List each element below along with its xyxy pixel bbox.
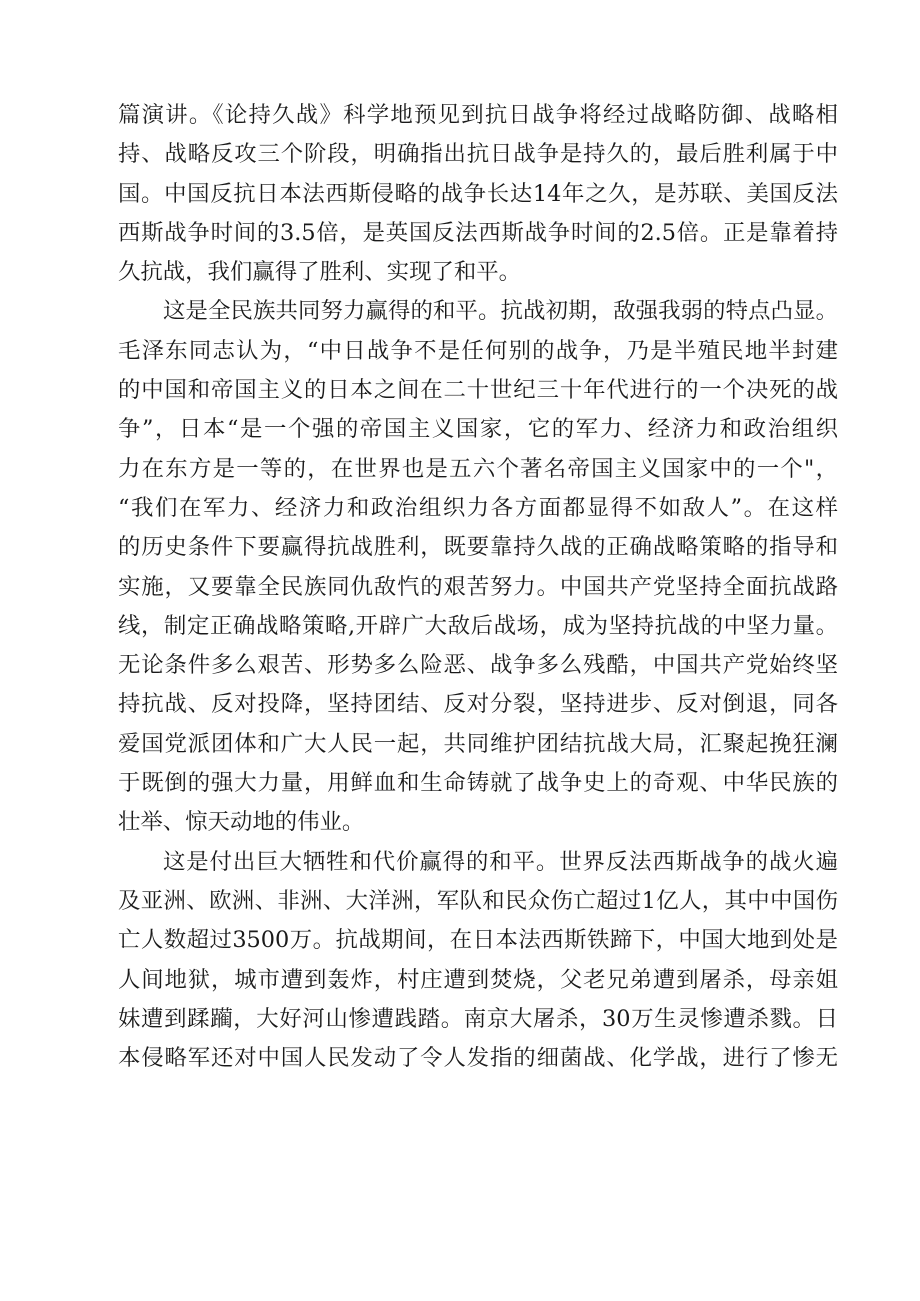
text-line: 这是全民族共同努力赢得的和平。抗战初期，敌强我弱的特点凸显。 [163,298,838,325]
text-line: 实施，又要靠全民族同仇敌忾的艰苦努力。中国共产党坚持全面抗战路 [118,573,838,600]
text-line: 久抗战，我们赢得了胜利、实现了和平。 [118,259,522,286]
text-line: 篇演讲。《论持久战》科学地预见到抗日战争将经过战略防御、战略相 [118,102,838,128]
text-line: 无论条件多么艰苦、形势多么险恶、战争多么残酷，中国共产党始终坚 [118,652,838,679]
text-line: 力在东方是一等的，在世界也是五六个著名帝国主义国家中的一个"， [118,455,838,482]
text-line: 壮举、惊天动地的伟业。 [118,809,365,836]
text-line: 持抗战、反对投降，坚持团结、反对分裂，坚持进步、反对倒退，同各 [118,691,838,718]
text-line: 本侵略军还对中国人民发动了令人发指的细菌战、化学战，进行了惨无 [118,1045,838,1072]
text-line: 西斯战争时间的3.5倍，是英国反法西斯战争时间的2.5倍。正是靠着持 [118,219,838,246]
text-line: 妹遭到蹂躏，大好河山惨遭践踏。南京大屠杀，30万生灵惨遭杀戮。日 [118,1005,838,1032]
text-line: 持、战略反攻三个阶段，明确指出抗日战争是持久的，最后胜利属于中 [118,141,838,168]
text-line: 线，制定正确战略策略,开辟广大敌后战场，成为坚持抗战的中坚力量。 [118,612,838,639]
text-line: 人间地狱，城市遭到轰炸，村庄遭到焚烧，父老兄弟遭到屠杀，母亲姐 [118,966,838,993]
text-line: 爱国党派团体和广大人民一起，共同维护团结抗战大局，汇聚起挽狂澜 [118,730,838,757]
text-line: 于既倒的强大力量，用鲜血和生命铸就了战争史上的奇观、中华民族的 [118,770,838,797]
text-line: 亡人数超过3500万。抗战期间，在日本法西斯铁蹄下，中国大地到处是 [118,927,838,954]
text-line: 争”，日本“是一个强的帝国主义国家，它的军力、经济力和政治组织 [118,416,838,443]
text-line: 的中国和帝国主义的日本之间在二十世纪三十年代进行的一个决死的战 [118,377,838,404]
text-line: 这是付出巨大牺牲和代价赢得的和平。世界反法西斯战争的战火遍 [163,848,838,875]
body-text [118,96,838,1078]
text-line: “我们在军力、经济力和政治组织力各方面都显得不如敌人”。在这样 [118,494,838,521]
text-line: 及亚洲、欧洲、非洲、大洋洲，军队和民众伤亡超过1亿人，其中中国伤 [118,887,838,914]
text-line: 国。中国反抗日本法西斯侵略的战争长达14年之久，是苏联、美国反法 [118,180,838,207]
text-line: 的历史条件下要赢得抗战胜利，既要靠持久战的正确战略策略的指导和 [118,534,838,561]
text-line: 毛泽东同志认为，“中日战争不是任何别的战争，乃是半殖民地半封建 [118,337,838,364]
